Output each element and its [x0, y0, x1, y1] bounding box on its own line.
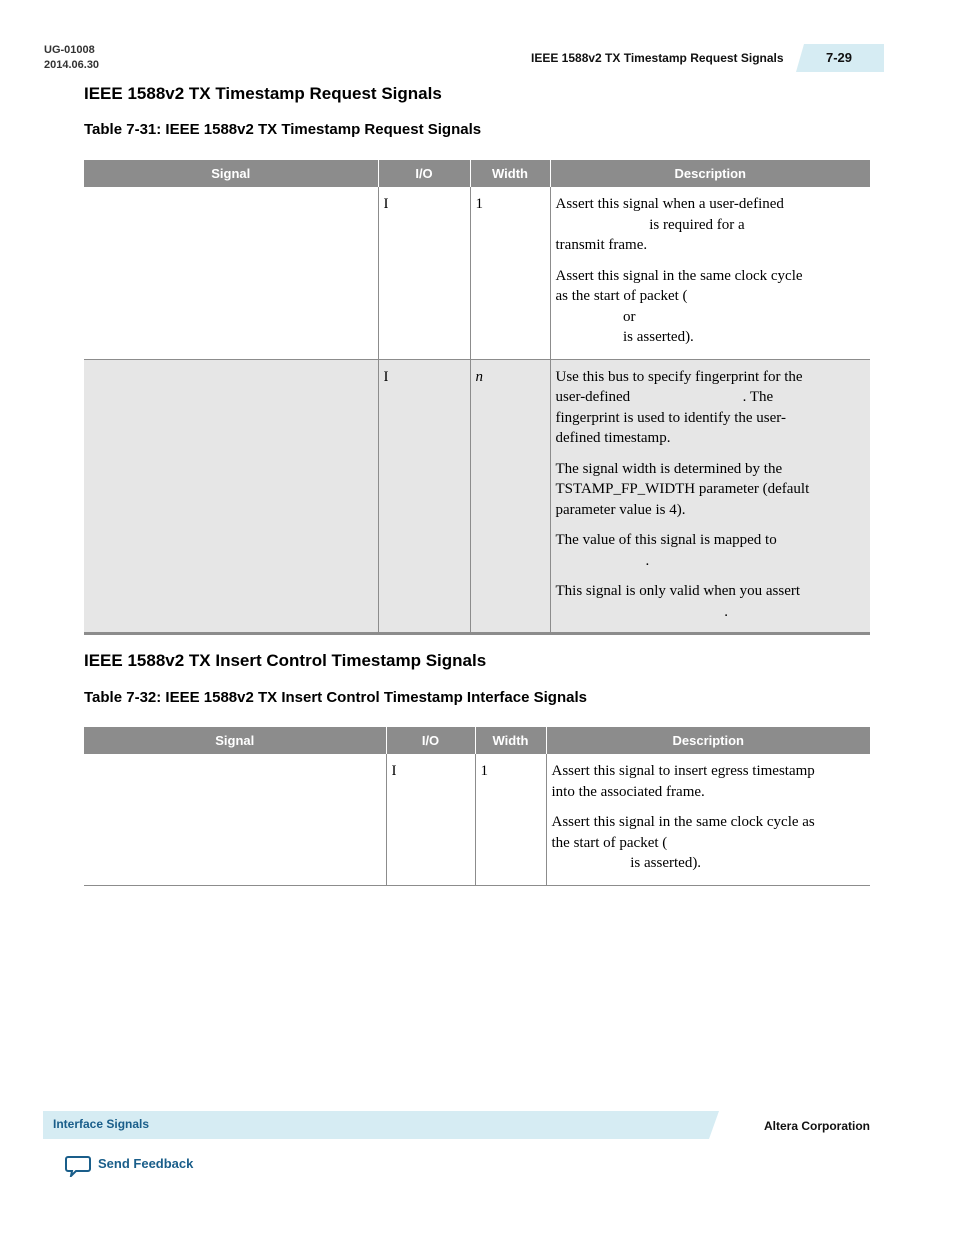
description-paragraph: The value of this signal is mapped to . — [555, 532, 777, 569]
description-cell — [550, 187, 870, 359]
column-header-io: I/O — [378, 160, 470, 187]
io-cell: I — [386, 754, 475, 885]
table-caption-7-32: Table 7-32: IEEE 1588v2 TX Insert Control Timestamp Interface Signals — [84, 689, 587, 706]
table-caption-7-31: Table 7-31: IEEE 1588v2 TX Timestamp Request Signals — [84, 121, 482, 138]
description-cell — [546, 754, 870, 885]
description-paragraph: Assert this signal in the same clock cycle as the start of packet ( or is asserted). — [555, 267, 803, 345]
description-paragraph: Assert this signal to insert egress timestamp into the associated frame. — [551, 763, 815, 800]
column-header-signal: Signal — [84, 727, 386, 754]
send-feedback-label: Send Feedback — [98, 1156, 194, 1171]
footer-section-link[interactable]: Interface Signals — [53, 1117, 150, 1131]
speech-bubble-icon — [65, 1155, 91, 1177]
page-number-tab — [796, 44, 884, 72]
column-header-description: Description — [550, 160, 870, 187]
section-heading-tx-insert-control: IEEE 1588v2 TX Insert Control Timestamp Signals — [84, 651, 487, 670]
table-header-row — [84, 727, 870, 754]
footer-company: Altera Corporation — [764, 1119, 871, 1133]
column-header-width: Width — [470, 160, 550, 187]
column-header-description: Description — [546, 727, 870, 754]
description-cell — [550, 359, 870, 633]
section-heading-tx-timestamp-request: IEEE 1588v2 TX Timestamp Request Signals — [84, 84, 442, 103]
signal-cell — [84, 754, 386, 885]
io-cell: I — [378, 359, 470, 633]
signals-table-7-31 — [84, 160, 870, 635]
width-cell: 1 — [470, 187, 550, 359]
table-header-row — [84, 160, 870, 187]
description-paragraph: This signal is only valid when you assert . — [555, 583, 801, 620]
signal-cell — [84, 359, 378, 633]
description-paragraph: The signal width is determined by the TSTAMP_FP_WIDTH parameter (default parameter value is 4). — [555, 460, 810, 518]
io-cell: I — [378, 187, 470, 359]
footer-section-band — [43, 1111, 719, 1139]
signals-table-7-32 — [84, 727, 870, 886]
signal-cell — [84, 187, 378, 359]
document-id: UG-01008 — [44, 44, 95, 56]
column-header-signal: Signal — [84, 160, 378, 187]
table-row — [84, 187, 870, 359]
page-number: 7-29 — [826, 50, 853, 65]
column-header-width: Width — [475, 727, 546, 754]
width-cell: 1 — [475, 754, 546, 885]
running-header-title: IEEE 1588v2 TX Timestamp Request Signals — [531, 51, 784, 65]
column-header-io: I/O — [386, 727, 475, 754]
table-row — [84, 359, 870, 633]
width-cell: n — [470, 359, 550, 633]
document-id-block — [44, 43, 99, 73]
description-paragraph: Assert this signal when a user-defined is required for a transmit frame. — [555, 196, 784, 253]
document-date: 2014.06.30 — [44, 59, 100, 71]
table-row — [84, 754, 870, 885]
description-paragraph: Use this bus to specify fingerprint for the user-defined . The fingerprint is used to identify the user- defined timestamp. — [555, 368, 803, 446]
description-paragraph: Assert this signal in the same clock cycle as the start of packet ( is asserted). — [551, 814, 815, 871]
